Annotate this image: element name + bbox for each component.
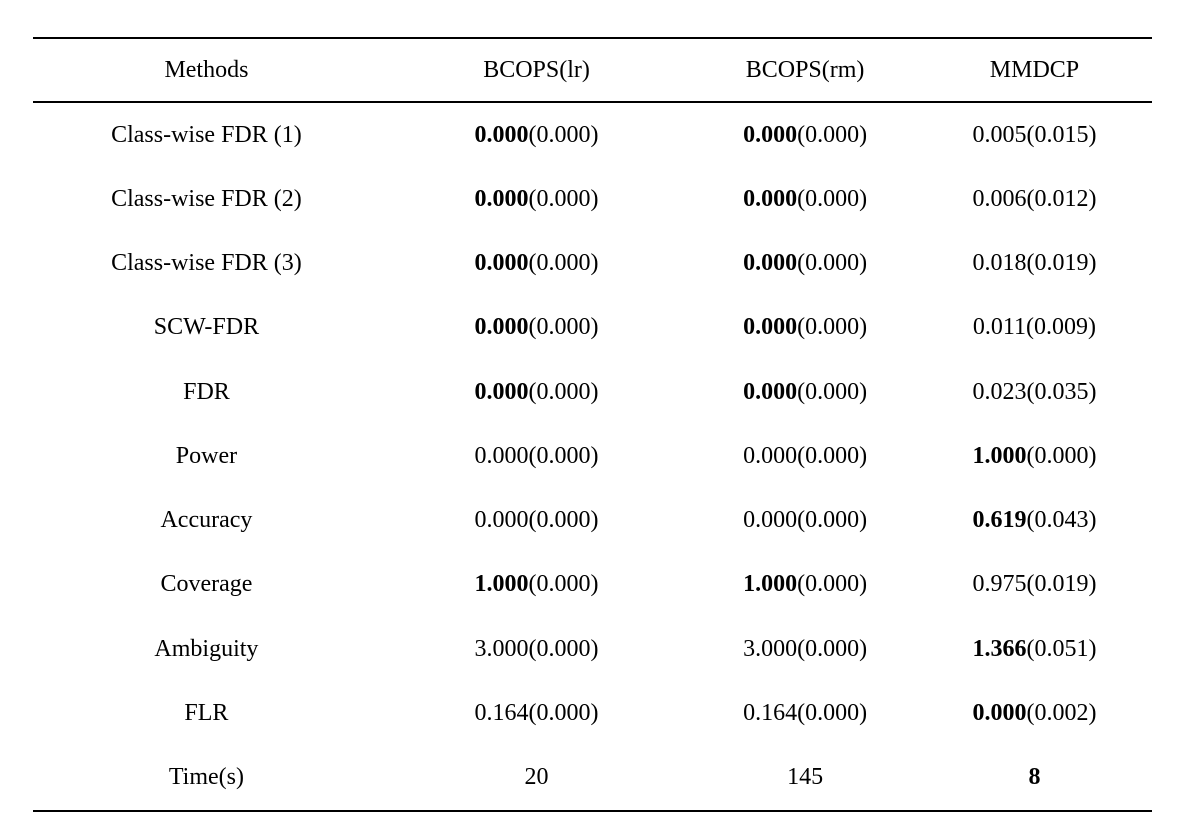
row-label: FLR	[184, 700, 229, 727]
metric-std: (0.000)	[797, 314, 868, 341]
row-label: Ambiguity	[154, 635, 259, 662]
metric-cell	[917, 314, 1152, 341]
row-label: Coverage	[160, 571, 253, 598]
metric-std: (0.000)	[797, 378, 868, 405]
metric-cell	[693, 636, 917, 663]
metric-value: 0.164	[474, 700, 529, 727]
metric-value: 0.011	[972, 314, 1027, 341]
row-label: FDR	[183, 378, 230, 405]
metric-cell	[917, 122, 1152, 149]
metric-std: (0.035)	[1026, 378, 1097, 405]
row-label: Class-wise FDR (1)	[111, 121, 302, 148]
metric-value: 0.000	[474, 121, 529, 148]
metric-value: 0.005	[972, 121, 1027, 148]
metric-std: (0.000)	[528, 314, 599, 341]
metric-value: 0.000	[743, 121, 798, 148]
metric-std: (0.000)	[528, 635, 599, 662]
metric-std: (0.000)	[528, 121, 599, 148]
metric-value: 0.000	[474, 250, 529, 277]
metric-std: (0.000)	[528, 250, 599, 277]
metric-value: 0.000	[972, 700, 1027, 727]
metric-cell	[693, 314, 917, 341]
metric-value: 0.000	[474, 378, 529, 405]
metric-value: 1.366	[972, 635, 1027, 662]
metric-cell	[380, 379, 693, 406]
metric-cell	[380, 700, 693, 727]
metric-value: 0.000	[743, 185, 798, 212]
metric-std: (0.002)	[1026, 700, 1097, 727]
column-header-bcops-lr: BCOPS(lr)	[483, 56, 590, 83]
metric-cell	[917, 379, 1152, 406]
metric-value: 3.000	[743, 635, 798, 662]
metric-cell	[917, 507, 1152, 534]
metric-cell	[693, 764, 917, 791]
metric-std: (0.015)	[1026, 121, 1097, 148]
metric-std: (0.000)	[528, 378, 599, 405]
row-label: Class-wise FDR (3)	[111, 250, 302, 277]
metric-std: (0.000)	[797, 635, 868, 662]
metric-cell	[380, 186, 693, 213]
column-header-mmdcp: MMDCP	[989, 56, 1080, 83]
column-header-methods: Methods	[164, 56, 249, 83]
metric-std: (0.051)	[1026, 635, 1097, 662]
table-row	[33, 553, 1152, 617]
table-row	[33, 296, 1152, 360]
table-row	[33, 232, 1152, 296]
metric-value: 1.000	[972, 442, 1027, 469]
table-row	[33, 489, 1152, 553]
metric-cell	[917, 443, 1152, 470]
metric-value: 0.000	[743, 314, 798, 341]
metric-std: (0.000)	[797, 442, 868, 469]
metric-cell	[380, 443, 693, 470]
metric-value: 0.619	[972, 507, 1027, 534]
metric-std: (0.019)	[1026, 571, 1097, 598]
metric-cell	[693, 700, 917, 727]
table-row	[33, 103, 1152, 167]
results-table	[33, 37, 1152, 812]
metric-value: 20	[524, 764, 549, 791]
metric-value: 0.000	[474, 314, 529, 341]
metric-std: (0.009)	[1026, 314, 1097, 341]
metric-cell	[380, 314, 693, 341]
metric-cell	[693, 379, 917, 406]
table-header-row	[33, 39, 1152, 103]
metric-value: 0.000	[474, 507, 529, 534]
metric-std: (0.019)	[1026, 250, 1097, 277]
row-label: Time(s)	[168, 764, 244, 791]
metric-cell	[380, 636, 693, 663]
metric-value: 0.023	[972, 378, 1027, 405]
metric-value: 0.000	[743, 507, 798, 534]
metric-cell	[917, 764, 1152, 791]
metric-cell	[693, 571, 917, 598]
metric-cell	[917, 636, 1152, 663]
metric-value: 0.000	[743, 442, 798, 469]
table-row	[33, 424, 1152, 488]
metric-std: (0.000)	[797, 121, 868, 148]
metric-cell	[693, 250, 917, 277]
metric-value: 0.164	[743, 700, 798, 727]
metric-cell	[380, 122, 693, 149]
metric-cell	[380, 571, 693, 598]
column-header-bcops-rm: BCOPS(rm)	[745, 56, 865, 83]
metric-cell	[917, 571, 1152, 598]
metric-std: (0.000)	[528, 571, 599, 598]
metric-value: 0.000	[743, 250, 798, 277]
table-body	[33, 103, 1152, 810]
row-label: SCW-FDR	[153, 314, 260, 341]
table-row	[33, 167, 1152, 231]
metric-value: 0.000	[474, 442, 529, 469]
metric-std: (0.000)	[528, 442, 599, 469]
metric-std: (0.000)	[797, 700, 868, 727]
metric-std: (0.012)	[1026, 185, 1097, 212]
metric-cell	[693, 507, 917, 534]
table-row	[33, 617, 1152, 681]
metric-std: (0.043)	[1026, 507, 1097, 534]
metric-cell	[917, 250, 1152, 277]
metric-cell	[380, 764, 693, 791]
metric-cell	[917, 186, 1152, 213]
metric-value: 0.018	[972, 250, 1027, 277]
metric-value: 0.000	[743, 378, 798, 405]
row-label: Accuracy	[160, 507, 253, 534]
metric-std: (0.000)	[797, 507, 868, 534]
row-label: Power	[175, 442, 238, 469]
metric-value: 0.006	[972, 185, 1027, 212]
metric-std: (0.000)	[528, 700, 599, 727]
metric-value: 0.000	[474, 185, 529, 212]
metric-std: (0.000)	[797, 571, 868, 598]
metric-cell	[380, 507, 693, 534]
table-row	[33, 681, 1152, 745]
metric-value: 1.000	[474, 571, 529, 598]
metric-cell	[693, 186, 917, 213]
metric-std: (0.000)	[797, 250, 868, 277]
metric-cell	[917, 700, 1152, 727]
table-row	[33, 746, 1152, 810]
metric-std: (0.000)	[1026, 442, 1097, 469]
metric-std: (0.000)	[528, 185, 599, 212]
metric-cell	[380, 250, 693, 277]
metric-value: 1.000	[743, 571, 798, 598]
metric-value: 3.000	[474, 635, 529, 662]
metric-cell	[693, 443, 917, 470]
metric-cell	[693, 122, 917, 149]
metric-value: 8	[1028, 764, 1041, 791]
row-label: Class-wise FDR (2)	[111, 185, 302, 212]
metric-value: 0.975	[972, 571, 1027, 598]
table-row	[33, 360, 1152, 424]
metric-std: (0.000)	[797, 185, 868, 212]
metric-value: 145	[787, 764, 824, 791]
metric-std: (0.000)	[528, 507, 599, 534]
